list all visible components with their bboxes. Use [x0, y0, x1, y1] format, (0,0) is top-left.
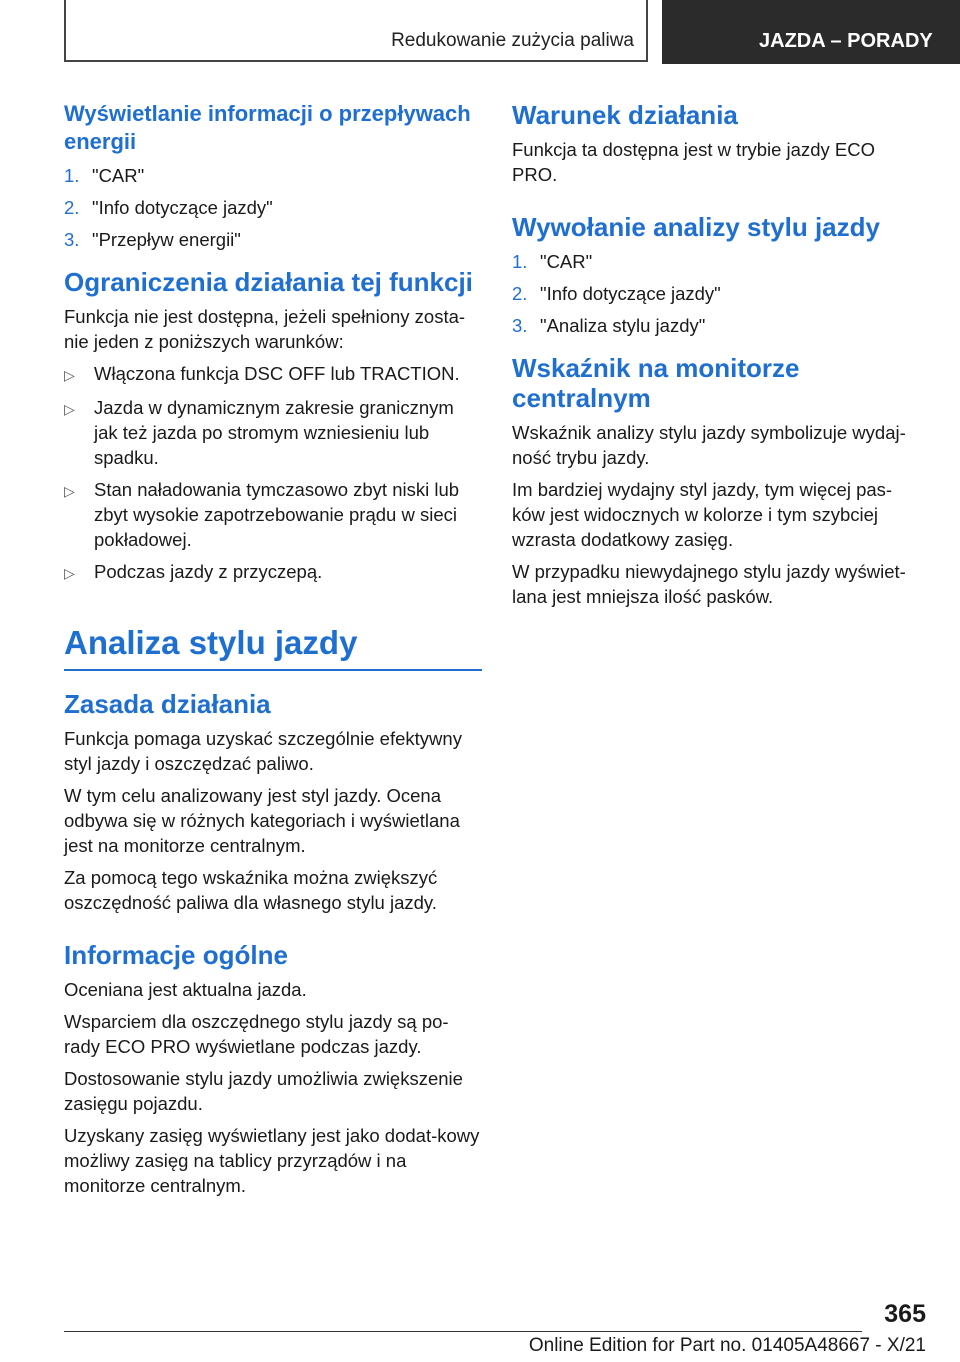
list-item — [64, 361, 482, 388]
list-item — [64, 395, 482, 470]
step-number: 1. — [512, 251, 528, 272]
list-item — [512, 313, 922, 338]
step-number: 3. — [512, 315, 528, 336]
paragraph: Wsparciem dla oszczędnego stylu jazdy są po-rady ECO PRO wyświetlane podczas jazdy. — [64, 1011, 449, 1057]
paragraph: Funkcja pomaga uzyskać szczególnie efektywny styl jazdy i oszczędzać paliwo. — [64, 728, 462, 774]
triangle-right-icon: ▷ — [64, 565, 75, 581]
step-number: 2. — [512, 283, 528, 304]
list-item — [64, 163, 482, 188]
step-text: "Przepływ energii" — [92, 229, 241, 250]
list-item-text: Stan naładowania tymczasowo zbyt niski lub zbyt wysokie zapotrzebowanie prądu w sieci pokładowej. — [94, 479, 460, 550]
footer-edition: Online Edition for Part no. 01405A48667 - X/21 — [528, 1335, 926, 1356]
list-item — [512, 281, 922, 306]
paragraph: Dostosowanie stylu jazdy umożliwia zwiększenie zasięgu pojazdu. — [64, 1068, 463, 1114]
step-text: "Info dotyczące jazdy" — [540, 283, 721, 304]
list-item-text: Podczas jazdy z przyczepą. — [94, 561, 323, 582]
paragraph: Za pomocą tego wskaźnika można zwiększyć oszczędność paliwa dla własnego stylu jazdy. — [64, 867, 438, 913]
paragraph: Funkcja ta dostępna jest w trybie jazdy ECO PRO. — [512, 139, 875, 185]
step-text: "Info dotyczące jazdy" — [92, 197, 273, 218]
heading-general-info: Informacje ogólne — [64, 940, 288, 970]
step-number: 1. — [64, 165, 80, 186]
left-column — [64, 100, 482, 1205]
heading-call-analysis: Wywołanie analizy stylu jazdy — [512, 212, 880, 242]
limits-list — [64, 361, 482, 586]
paragraph: W przypadku niewydajnego stylu jazdy wyświet-lana jest mniejsza ilość pasków. — [512, 561, 906, 607]
paragraph: Wskaźnik analizy stylu jazdy symbolizuje wydaj-ność trybu jazdy. — [512, 422, 906, 468]
step-text: "CAR" — [92, 165, 145, 186]
page-number: 365 — [884, 1300, 926, 1328]
header-chapter-tab: JAZDA – PORADY — [662, 0, 960, 64]
right-column — [512, 100, 922, 616]
heading-principle: Zasada działania — [64, 689, 271, 719]
main-section-title: Analiza stylu jazdy — [64, 623, 482, 671]
footer-divider — [64, 1331, 862, 1332]
heading-indicator: Wskaźnik na monitorze centralnym — [512, 353, 800, 413]
step-number: 2. — [64, 197, 80, 218]
triangle-right-icon: ▷ — [64, 401, 75, 417]
list-item-text: Włączona funkcja DSC OFF lub TRACTION. — [94, 363, 460, 384]
paragraph: Oceniana jest aktualna jazda. — [64, 979, 307, 1000]
list-item — [64, 227, 482, 252]
triangle-right-icon: ▷ — [64, 367, 75, 383]
paragraph: Im bardziej wydajny styl jazdy, tym więcej pas-ków jest widocznych w kolorze i tym szybciej wzrasta dodatkowy zasięg. — [512, 479, 893, 550]
heading-condition: Warunek działania — [512, 100, 738, 130]
header-section-title: Redukowanie zużycia paliwa — [391, 30, 634, 51]
paragraph: Uzyskany zasięg wyświetlany jest jako dodat-kowy możliwy zasięg na tablicy przyrządów i na monitorze centralnym. — [64, 1125, 480, 1196]
triangle-right-icon: ▷ — [64, 483, 75, 499]
heading-energy-flow: Wyświetlanie informacji o przepływach energii — [64, 101, 471, 154]
step-text: "CAR" — [540, 251, 593, 272]
energy-flow-steps — [64, 163, 482, 252]
step-number: 3. — [64, 229, 80, 250]
list-item — [64, 559, 482, 586]
list-item — [64, 195, 482, 220]
limits-intro: Funkcja nie jest dostępna, jeżeli spełniony zosta-nie jeden z poniższych warunków: — [64, 306, 466, 352]
list-item — [64, 477, 482, 552]
heading-limits: Ograniczenia działania tej funkcji — [64, 267, 473, 297]
paragraph: W tym celu analizowany jest styl jazdy. Ocena odbywa się w różnych kategoriach i wyświetlana jest na monitorze centralnym. — [64, 785, 460, 856]
call-analysis-steps — [512, 249, 922, 338]
list-item — [512, 249, 922, 274]
step-text: "Analiza stylu jazdy" — [540, 315, 706, 336]
list-item-text: Jazda w dynamicznym zakresie granicznym jak też jazda po stromym wzniesieniu lub spadku. — [94, 397, 454, 468]
